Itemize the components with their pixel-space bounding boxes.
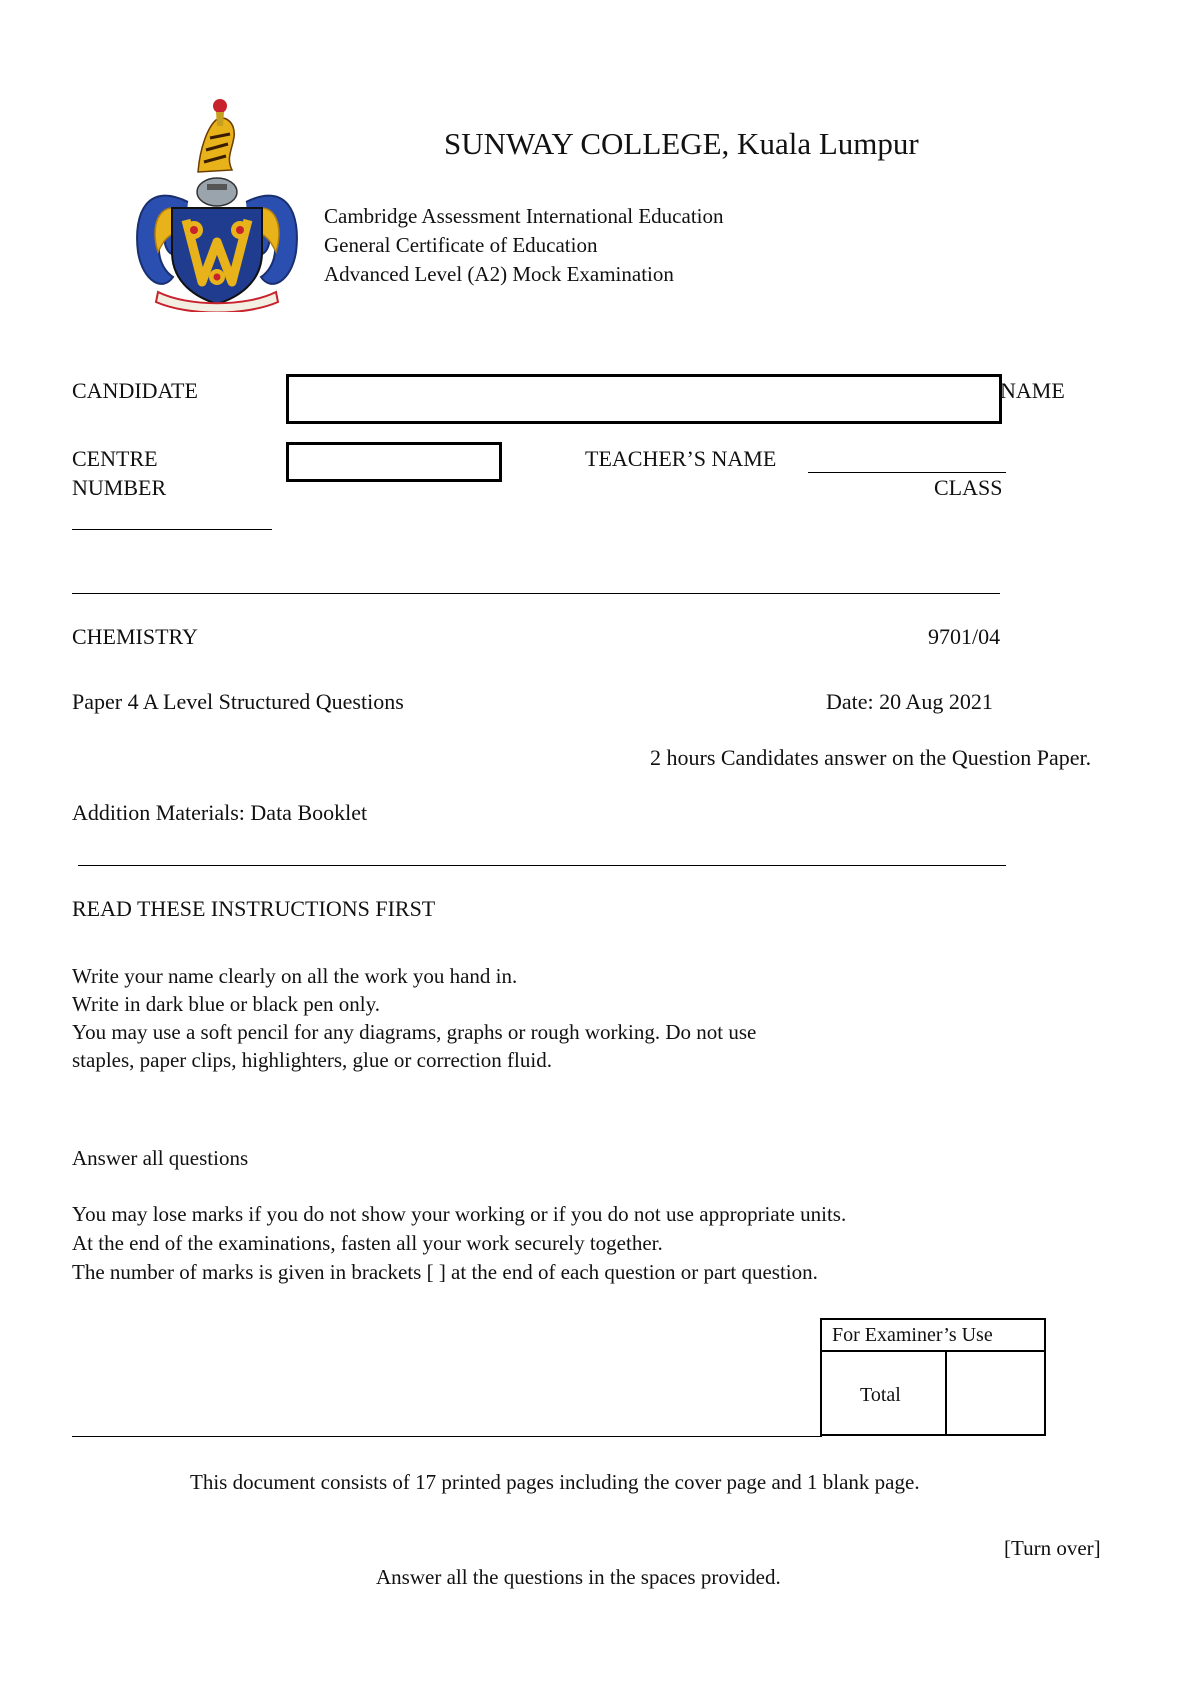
answer-spaces-note: Answer all the questions in the spaces provided. <box>376 1565 781 1589</box>
duration-note: 2 hours Candidates answer on the Question Paper. <box>650 745 1092 770</box>
instruction-line-1: Write your name clearly on all the work you hand in. <box>72 964 518 988</box>
candidate-label: CANDIDATE <box>72 378 198 403</box>
instruction-line-6: At the end of the examinations, fasten all your work securely together. <box>72 1231 663 1255</box>
divider-top <box>72 593 1000 594</box>
centre-number-field[interactable] <box>286 442 502 482</box>
instruction-line-3: You may use a soft pencil for any diagrams, graphs or rough working. Do not use <box>72 1020 757 1044</box>
divider-middle <box>78 865 1006 866</box>
candidate-name-field[interactable] <box>286 374 1002 424</box>
turn-over: [Turn over] <box>1004 1536 1101 1560</box>
pages-note: This document consists of 17 printed pages including the cover page and 1 blank page. <box>190 1470 920 1494</box>
college-name: SUNWAY COLLEGE, Kuala Lumpur <box>444 126 919 161</box>
instruction-line-5: You may lose marks if you do not show your working or if you do not use appropriate units. <box>72 1202 847 1226</box>
subject: CHEMISTRY <box>72 624 198 649</box>
additional-materials: Addition Materials: Data Booklet <box>72 800 368 825</box>
total-label: Total <box>860 1384 901 1406</box>
teacher-name-line[interactable] <box>808 472 1006 473</box>
teacher-name-label: TEACHER’S NAME <box>585 446 777 471</box>
board-line-3: Advanced Level (A2) Mock Examination <box>324 262 674 286</box>
examiner-use-table <box>820 1318 1046 1436</box>
answer-all-questions: Answer all questions <box>72 1146 249 1170</box>
name-label: NAME <box>1000 378 1065 403</box>
instruction-line-7: The number of marks is given in brackets [ ] at the end of each question or part question. <box>72 1260 818 1284</box>
total-score-field[interactable] <box>947 1354 1044 1434</box>
board-line-2: General Certificate of Education <box>324 233 598 257</box>
exam-date: Date: 20 Aug 2021 <box>826 689 993 714</box>
paper-code: 9701/04 <box>928 624 1001 649</box>
number-label: NUMBER <box>72 475 167 500</box>
examiner-use-heading: For Examiner’s Use <box>822 1320 1044 1352</box>
instruction-line-2: Write in dark blue or black pen only. <box>72 992 381 1016</box>
centre-label: CENTRE <box>72 446 158 471</box>
paper-title: Paper 4 A Level Structured Questions <box>72 689 404 714</box>
divider-bottom <box>72 1436 822 1437</box>
board-line-1: Cambridge Assessment International Education <box>324 204 724 228</box>
instructions-heading: READ THESE INSTRUCTIONS FIRST <box>72 896 436 921</box>
instruction-line-4: staples, paper clips, highlighters, glue or correction fluid. <box>72 1048 552 1072</box>
class-label: CLASS <box>934 475 1003 500</box>
class-line[interactable] <box>72 529 272 530</box>
college-crest-icon <box>128 92 306 312</box>
